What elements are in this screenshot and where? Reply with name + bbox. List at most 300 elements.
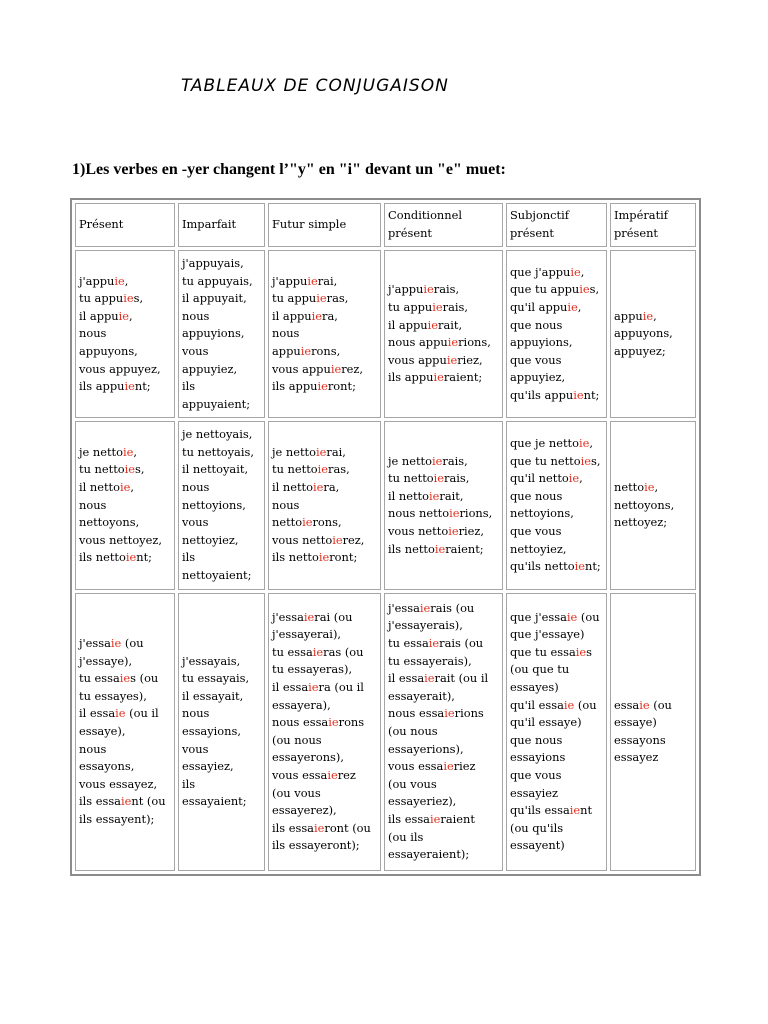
verb-text: essayerons), [272,750,344,765]
verb-text: rez, [342,532,365,547]
verb-text: il nettoyait, [182,462,249,477]
conjugation-line [510,697,603,715]
verb-text: rais (ou [439,636,484,651]
verb-text: essayez [614,750,659,765]
highlighted-ending: ie [448,524,459,539]
verb-text: nous [79,326,107,341]
verb-text: il appu [79,308,119,323]
highlighted-ending: ie [317,462,329,477]
conjugation-line [182,426,261,444]
conjugation-line [182,396,261,414]
conjugation-line [79,741,171,759]
verb-text: j'appu [272,273,308,288]
verb-text: (ou [121,636,144,651]
conjugation-line [79,532,171,550]
verb-text: (ou nous [388,723,438,738]
highlighted-ending: ie [122,444,134,459]
verb-text: essaye), [79,723,126,738]
verb-text: rons, [312,515,342,530]
conjugation-line [272,661,377,679]
verb-text: appuyaient; [182,396,251,411]
conjugation-line [272,626,377,644]
conjugation-line [388,334,499,352]
conjugation-line [79,497,171,515]
highlighted-ending: ie [313,820,325,835]
verb-text: il netto [272,480,313,495]
conjugation-line [182,741,261,759]
verb-text: j'appu [79,273,115,288]
verb-text: vous netto [388,524,449,539]
verb-text: essayons [614,732,666,747]
conjugation-line [388,470,499,488]
verb-text: nettoyiez, [510,541,567,556]
conjugation-line [272,820,377,838]
verb-text: qu'ils essa [510,803,570,818]
highlighted-ending: ie [308,680,319,694]
conjugation-line [388,352,499,370]
verb-text: essayons, [79,759,135,774]
conjugation-line [79,461,171,479]
verb-text: que j'essaye) [510,627,585,642]
highlighted-ending: ie [114,273,125,288]
cell-present [75,250,175,418]
conjugation-line [388,505,499,523]
cell-imparfait [178,421,265,589]
conjugation-line [182,688,261,706]
verb-text: ils netto [388,541,435,556]
highlighted-ending: ie [432,300,443,314]
verb-text: je netto [388,453,432,468]
verb-text: tu essa [79,671,120,686]
verb-text: ras (ou [323,644,364,659]
verb-text: rions, [458,335,491,350]
highlighted-ending: ie [642,308,654,323]
verb-text: tu essa [388,636,429,651]
verb-text: nettoyions, [510,506,574,521]
conjugation-line [182,670,261,688]
conjugation-line [614,479,692,497]
conjugation-line [79,670,171,688]
verb-text: il essa [272,680,309,694]
conjugation-line [182,290,261,308]
verb-text: essayeriez), [388,794,457,809]
verb-text: tu appu [79,291,124,306]
conjugation-line [79,549,171,567]
conjugation-line [510,785,603,803]
verb-text: qu'il appu [510,300,568,314]
conjugation-line [388,741,499,759]
conjugation-line [388,453,499,471]
highlighted-ending: ie [431,453,443,468]
conjugation-line [510,661,603,679]
cell-subjonctif [506,593,607,871]
highlighted-ending: ie [429,488,440,503]
conjugation-line [614,697,692,715]
verb-text: ils [182,550,196,565]
conjugation-line [79,361,171,379]
verb-text: (ou il [125,706,159,721]
verb-text: s, [135,462,145,477]
highlighted-ending: ie [444,706,455,721]
highlighted-ending: ie [423,282,434,297]
verb-text: il netto [79,480,120,495]
verb-text: essayera), [272,697,331,712]
verb-text: nettoyons, [614,497,675,512]
verb-text: vous appu [272,361,331,376]
verb-text: nettoyions, [182,497,246,512]
conjugation-line [272,679,377,697]
conjugation-line [510,749,603,767]
highlighted-ending: ie [302,515,313,530]
verb-text: rons, [311,343,341,358]
verb-text: j'essaye), [79,653,133,668]
conjugation-line [182,705,261,723]
verb-text: que j'appu [510,264,571,279]
highlighted-ending: ie [119,671,131,686]
verb-text: j'appu [388,282,424,297]
highlighted-ending: ie [578,436,590,451]
highlighted-ending: ie [575,644,587,659]
verb-text: j'essayais, [182,653,241,668]
cell-present [75,421,175,589]
verb-text: , [129,308,133,323]
conjugation-line [272,497,377,515]
verb-text: vous appu [388,352,447,367]
cell-subjonctif [506,421,607,589]
verb-text: essayions, [182,723,241,738]
conjugation-line [272,802,377,820]
highlighted-ending: ie [570,264,581,279]
highlighted-ending: ie [644,480,655,495]
highlighted-ending: ie [120,480,131,495]
verb-text: rait, [438,317,463,332]
conjugation-line [272,514,377,532]
conjugation-line [388,541,499,559]
conjugation-line [79,635,171,653]
verb-text: nous netto [388,506,450,521]
verb-text: , [654,480,659,495]
highlighted-ending: ie [332,532,343,547]
cell-imperatif [610,421,696,589]
verb-text: tu appuyais, [182,273,253,288]
highlighted-ending: ie [573,387,584,402]
conjugation-line [388,670,499,688]
conjugation-line [272,479,377,497]
verb-text: rai (ou [314,609,353,624]
highlighted-ending: ie [427,317,439,332]
verb-text: nous [272,326,300,341]
highlighted-ending: ie [318,550,330,565]
highlighted-ending: ie [328,715,339,730]
conjugation-line [182,255,261,273]
conjugation-line [79,723,171,741]
conjugation-line [79,343,171,361]
conjugation-line [510,714,603,732]
highlighted-ending: ie [569,803,581,818]
verb-text: vous appuyez, [79,361,161,376]
highlighted-ending: ie [124,462,136,477]
verb-text: ils [182,776,196,791]
verb-text: que je netto [510,436,579,451]
conjugation-line [614,308,692,326]
conjugation-line [510,453,603,471]
cell-imperatif [610,593,696,871]
verb-text: vous essa [272,767,328,782]
verb-text: ils essayeront); [272,838,360,853]
conjugation-line [79,479,171,497]
verb-text: nt; [134,379,151,394]
conjugation-line [272,837,377,855]
conjugation-line [272,749,377,767]
conjugation-line [614,325,692,343]
verb-text: tu essayerais), [388,653,472,668]
verb-text: rons [338,715,365,730]
verb-text: ils netto [272,550,319,565]
conjugation-line [510,609,603,627]
verb-text: ils essa [272,820,314,835]
cell-futur-simple [268,250,381,418]
conjugation-line [79,325,171,343]
verb-text: nous [79,741,107,756]
verb-text: je netto [79,444,123,459]
verb-text: ront; [327,379,356,394]
verb-text: appuyons, [614,326,673,341]
verb-text: ils essayent); [79,811,155,826]
conjugation-line [182,343,261,361]
verb-text: ront; [329,550,358,565]
conjugation-line [510,369,603,387]
verb-text: que nous [510,488,563,503]
verb-text: rai, [326,444,346,459]
highlighted-ending: ie [446,352,458,367]
conjugation-line [272,644,377,662]
verb-text: tu netto [272,462,318,477]
verb-text: j'essa [272,609,304,624]
table-header-row [75,203,696,247]
verb-text: rez [337,767,356,782]
verb-text: tu essayeras), [272,662,353,677]
cell-imparfait [178,593,265,871]
verb-text: rais, [433,282,460,297]
highlighted-ending: ie [120,794,132,809]
highlighted-ending: ie [307,273,318,288]
conjugation-line [79,705,171,723]
table-row [75,421,696,589]
highlighted-ending: ie [428,636,440,651]
verb-text: essayiez, [182,759,234,774]
verb-text: , [133,444,137,459]
conjugation-line [510,626,603,644]
header-conditionnel: Conditionnel présent [384,203,503,247]
verb-text: ils [182,379,196,394]
conjugation-line [272,785,377,803]
conjugation-line [510,264,603,282]
highlighted-ending: ie [124,379,135,394]
highlighted-ending: ie [567,300,578,314]
verb-text: que tu essa [510,644,576,659]
highlighted-ending: ie [429,811,441,826]
conjugation-line [388,776,499,794]
verb-text: , [579,471,583,486]
conjugation-line [79,776,171,794]
conjugation-line [510,334,603,352]
page-title: TABLEAUX DE CONJUGAISON [181,76,449,96]
verb-text: rait (ou il [434,671,489,686]
verb-text: (ou [649,697,672,712]
highlighted-ending: ie [639,697,650,712]
conjugation-line [510,541,603,559]
verb-text: nous [272,497,300,512]
verb-text: rais, [442,453,468,468]
conjugation-line [388,793,499,811]
conjugation-line [510,488,603,506]
verb-text: (ou vous [272,785,321,800]
highlighted-ending: ie [579,282,590,297]
verb-text: qu'ils appu [510,387,574,402]
highlighted-ending: ie [330,361,342,376]
conjugation-line [182,532,261,550]
highlighted-ending: ie [433,471,445,486]
conjugation-line [272,378,377,396]
conjugation-line [272,697,377,715]
verb-text: que nous [510,317,563,332]
verb-text: appuyiez, [182,361,238,376]
conjugation-line [79,444,171,462]
highlighted-ending: ie [313,480,324,495]
verb-text: il appu [272,308,312,323]
conjugation-line [182,653,261,671]
table-row [75,250,696,418]
conjugation-line [79,514,171,532]
verb-text: tu nettoyais, [182,444,254,459]
verb-text: , [130,480,135,495]
verb-text: nous essa [388,706,445,721]
conjugation-line [272,325,377,343]
verb-text: riez, [457,352,483,367]
verb-text: , [577,300,582,314]
verb-text: il appuyait, [182,291,247,306]
highlighted-ending: ie [443,759,454,774]
conjugation-line [272,290,377,308]
verb-text: ront (ou [324,820,371,835]
conjugation-line [272,732,377,750]
conjugation-line [614,497,692,515]
conjugation-line [272,714,377,732]
cell-subjonctif [506,250,607,418]
verb-text: appuyons, [79,343,138,358]
verb-text: nettoyaient; [182,568,252,583]
conjugation-line [79,273,171,291]
cell-conditionnel [384,421,503,589]
verb-text: il essa [79,706,116,721]
verb-text: , [589,436,593,451]
conjugation-line [79,688,171,706]
conjugation-line [79,811,171,829]
highlighted-ending: ie [449,506,460,521]
conjugation-line [388,688,499,706]
conjugation-line [510,317,603,335]
verb-text: tu appu [388,300,433,314]
verb-text: essaye) [614,715,657,730]
verb-text: tu essayes), [79,688,147,703]
conjugation-line [79,308,171,326]
conjugation-line [182,461,261,479]
conjugation-line [272,361,377,379]
highlighted-ending: ie [123,291,134,306]
highlighted-ending: ie [433,370,444,385]
verb-text: vous netto [272,532,333,547]
verb-text: nous [182,308,210,323]
verb-text: nt; [585,559,601,574]
verb-text: qu'il essaye) [510,715,582,730]
cell-present [75,593,175,871]
verb-text: il essa [388,671,425,686]
cell-imparfait [178,250,265,418]
conjugation-line [182,378,261,396]
verb-text: j'appuyais, [182,256,244,271]
verb-text: que nous [510,732,563,747]
verb-text: appuyions, [510,335,573,350]
conjugation-line [388,653,499,671]
conjugation-line [614,514,692,532]
verb-text: ra, [322,308,338,323]
conjugation-line [510,387,603,405]
verb-text: ils appu [79,379,125,394]
verb-text: j'essa [79,636,111,651]
cell-futur-simple [268,421,381,589]
conjugation-line [272,308,377,326]
verb-text: nt [580,803,593,818]
verb-text: ras, [326,291,349,306]
cell-futur-simple [268,593,381,871]
verb-text: tu netto [79,462,125,477]
verb-text: s (ou [130,671,159,686]
conjugation-line [79,378,171,396]
highlighted-ending: ie [568,471,580,486]
conjugation-line [388,281,499,299]
cell-imperatif [610,250,696,418]
highlighted-ending: ie [574,559,585,574]
verb-text: ils essa [388,811,430,826]
verb-text: rions [454,706,484,721]
conjugation-line [388,829,499,847]
conjugation-line [182,776,261,794]
highlighted-ending: ie [315,444,327,459]
conjugation-line [272,461,377,479]
conjugation-line [388,635,499,653]
highlighted-ending: ie [303,609,315,624]
highlighted-ending: ie [311,308,323,323]
verb-text: vous essayez, [79,776,158,791]
cell-conditionnel [384,593,503,871]
verb-text: ils appu [272,379,318,394]
header-futur-simple: Futur simple [268,203,381,247]
verb-text: rais, [444,471,470,486]
conjugation-line [388,369,499,387]
conjugation-line [79,653,171,671]
verb-text: (ou vous [388,776,437,791]
verb-text: (ou [577,609,600,624]
conjugation-line [510,732,603,750]
verb-text: vous [182,515,209,530]
conjugation-line [182,567,261,585]
verb-text: que tu appu [510,282,580,297]
verb-text: (ou ils [388,829,424,844]
conjugation-line [182,549,261,567]
conjugation-line [182,325,261,343]
conjugation-line [182,793,261,811]
conjugation-line [614,343,692,361]
